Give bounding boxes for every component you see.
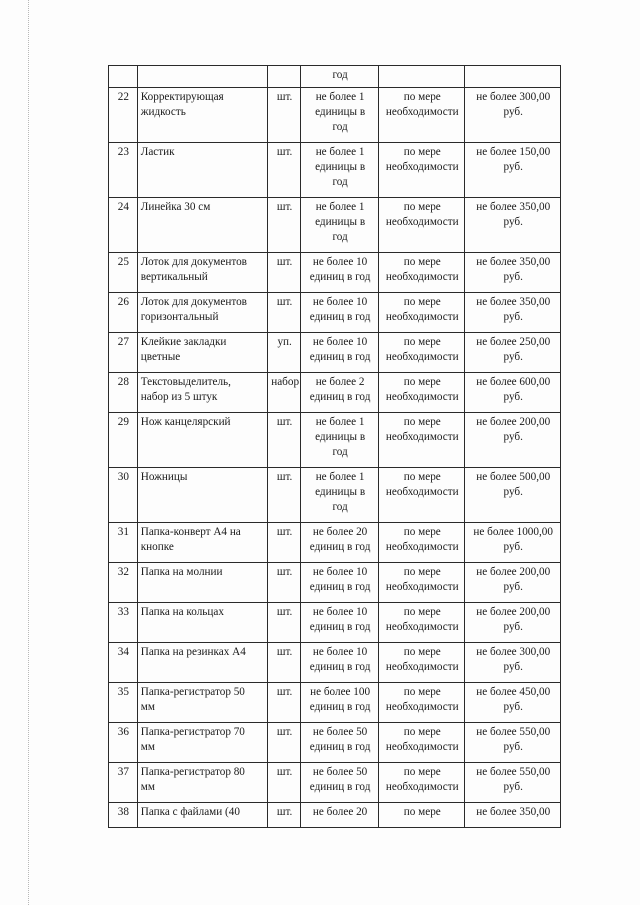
item-quantity bbox=[301, 198, 379, 253]
item-quantity-text: не более 1 единицы в год bbox=[315, 471, 366, 513]
row-number-text: 31 bbox=[117, 526, 129, 538]
item-quantity-text: не более 10 единиц в год bbox=[309, 336, 371, 363]
item-unit bbox=[268, 253, 301, 293]
item-frequency-text: по мере bbox=[403, 806, 441, 818]
item-frequency bbox=[379, 468, 465, 523]
item-unit-text: шт. bbox=[276, 91, 293, 103]
item-price-text: не более 300,00 руб. bbox=[476, 646, 551, 673]
table-row bbox=[109, 413, 561, 468]
item-price-text: не более 350,00 bbox=[476, 806, 551, 818]
row-number bbox=[109, 468, 138, 523]
item-frequency-text: по мере необходимости bbox=[385, 91, 459, 118]
item-name-text: Корректирующая жидкость bbox=[140, 91, 224, 118]
item-frequency-text: по мере необходимости bbox=[385, 336, 459, 363]
item-unit bbox=[268, 143, 301, 198]
item-quantity bbox=[301, 468, 379, 523]
item-price bbox=[465, 763, 561, 803]
item-quantity-text: не более 10 единиц в год bbox=[309, 646, 371, 673]
item-unit bbox=[268, 683, 301, 723]
item-frequency bbox=[379, 643, 465, 683]
item-name bbox=[137, 333, 267, 373]
table-row bbox=[109, 523, 561, 563]
item-name-text: Текстовыделитель, набор из 5 штук bbox=[140, 376, 231, 403]
item-quantity bbox=[301, 143, 379, 198]
table-row bbox=[109, 683, 561, 723]
row-number-text: 28 bbox=[117, 376, 129, 388]
row-number-text: 33 bbox=[117, 606, 129, 618]
item-unit bbox=[268, 468, 301, 523]
item-quantity bbox=[301, 563, 379, 603]
table-row bbox=[109, 803, 561, 828]
item-price bbox=[465, 66, 561, 88]
item-frequency-text: по мере необходимости bbox=[385, 146, 459, 173]
row-number bbox=[109, 198, 138, 253]
row-number-text: 26 bbox=[117, 296, 129, 308]
item-price-text: не более 250,00 руб. bbox=[476, 336, 551, 363]
item-unit-text: шт. bbox=[276, 566, 293, 578]
row-number-text: 35 bbox=[117, 686, 129, 698]
item-quantity bbox=[301, 413, 379, 468]
table-row-continuation bbox=[109, 66, 561, 88]
item-unit bbox=[268, 88, 301, 143]
item-price-text: не более 350,00 руб. bbox=[476, 256, 551, 283]
item-quantity bbox=[301, 643, 379, 683]
row-number-text: 25 bbox=[117, 256, 129, 268]
row-number bbox=[109, 66, 138, 88]
item-unit-text: шт. bbox=[276, 726, 293, 738]
item-quantity bbox=[301, 373, 379, 413]
item-frequency bbox=[379, 198, 465, 253]
item-name bbox=[137, 253, 267, 293]
item-price bbox=[465, 643, 561, 683]
item-quantity-text: не более 20 единиц в год bbox=[309, 526, 371, 553]
item-frequency-text: по мере необходимости bbox=[385, 566, 459, 593]
item-frequency bbox=[379, 683, 465, 723]
item-name-text: Лоток для документов вертикальный bbox=[140, 256, 247, 283]
item-quantity bbox=[301, 763, 379, 803]
table-row bbox=[109, 373, 561, 413]
item-price-text: не более 350,00 руб. bbox=[476, 201, 551, 228]
item-name bbox=[137, 198, 267, 253]
item-unit-text: набор bbox=[271, 376, 300, 388]
item-unit bbox=[268, 198, 301, 253]
item-name bbox=[137, 763, 267, 803]
item-name bbox=[137, 143, 267, 198]
item-price-text: не более 450,00 руб. bbox=[476, 686, 551, 713]
item-name-text: Ножницы bbox=[140, 471, 188, 483]
row-number bbox=[109, 803, 138, 828]
item-name bbox=[137, 643, 267, 683]
item-unit-text: шт. bbox=[276, 471, 293, 483]
item-quantity bbox=[301, 66, 379, 88]
item-unit bbox=[268, 373, 301, 413]
item-quantity-text: не более 1 единицы в год bbox=[315, 201, 366, 243]
item-quantity-text: не более 10 единиц в год bbox=[309, 296, 371, 323]
table-row bbox=[109, 643, 561, 683]
row-number-text: 30 bbox=[117, 471, 129, 483]
item-frequency-text: по мере необходимости bbox=[385, 646, 459, 673]
item-quantity-text: не более 1 единицы в год bbox=[315, 91, 366, 133]
item-frequency bbox=[379, 603, 465, 643]
item-frequency bbox=[379, 803, 465, 828]
table-row bbox=[109, 88, 561, 143]
item-quantity-text: не более 20 bbox=[312, 806, 368, 818]
item-price bbox=[465, 563, 561, 603]
row-number bbox=[109, 253, 138, 293]
item-name-text: Папка с файлами (40 bbox=[140, 806, 240, 818]
item-price-text: не более 200,00 руб. bbox=[476, 566, 551, 593]
item-price bbox=[465, 373, 561, 413]
item-frequency-text: по мере необходимости bbox=[385, 686, 459, 713]
item-name-text: Папка на молнии bbox=[140, 566, 223, 578]
item-name bbox=[137, 293, 267, 333]
row-number-text: 22 bbox=[117, 91, 129, 103]
item-name bbox=[137, 88, 267, 143]
item-price-text: не более 150,00 руб. bbox=[476, 146, 551, 173]
item-unit-text: шт. bbox=[276, 256, 293, 268]
item-price bbox=[465, 603, 561, 643]
item-unit-text: шт. bbox=[276, 686, 293, 698]
item-unit bbox=[268, 603, 301, 643]
supplies-table bbox=[108, 65, 561, 828]
item-frequency-text: по мере необходимости bbox=[385, 296, 459, 323]
item-name bbox=[137, 468, 267, 523]
row-number bbox=[109, 643, 138, 683]
table-row bbox=[109, 253, 561, 293]
table-row bbox=[109, 763, 561, 803]
item-frequency bbox=[379, 293, 465, 333]
item-unit-text: шт. bbox=[276, 766, 293, 778]
item-frequency bbox=[379, 763, 465, 803]
item-quantity bbox=[301, 523, 379, 563]
item-frequency bbox=[379, 373, 465, 413]
item-unit bbox=[268, 643, 301, 683]
item-unit-text: шт. bbox=[276, 201, 293, 213]
item-name bbox=[137, 523, 267, 563]
item-name-text: Лоток для документов горизонтальный bbox=[140, 296, 247, 323]
row-number-text: 34 bbox=[117, 646, 129, 658]
item-price bbox=[465, 523, 561, 563]
item-name bbox=[137, 683, 267, 723]
item-frequency bbox=[379, 523, 465, 563]
item-quantity bbox=[301, 723, 379, 763]
item-quantity bbox=[301, 803, 379, 828]
scan-margin-line bbox=[28, 0, 30, 905]
row-number bbox=[109, 763, 138, 803]
item-quantity-text: не более 10 единиц в год bbox=[309, 566, 371, 593]
table-row bbox=[109, 333, 561, 373]
item-name-text: Папка на кольцах bbox=[140, 606, 224, 618]
item-name-text: Нож канцелярский bbox=[140, 416, 231, 428]
row-number bbox=[109, 413, 138, 468]
row-number bbox=[109, 373, 138, 413]
item-price-text: не более 500,00 руб. bbox=[476, 471, 551, 498]
item-quantity-text: не более 50 единиц в год bbox=[309, 766, 371, 793]
item-name bbox=[137, 66, 267, 88]
item-price-text: не более 350,00 руб. bbox=[476, 296, 551, 323]
item-quantity-text: не более 10 единиц в год bbox=[309, 256, 371, 283]
item-name-text: Папка-регистратор 50 мм bbox=[140, 686, 245, 713]
item-name bbox=[137, 413, 267, 468]
row-number-text: 37 bbox=[117, 766, 129, 778]
table-row bbox=[109, 563, 561, 603]
row-number-text: 36 bbox=[117, 726, 129, 738]
row-number-text: 32 bbox=[117, 566, 129, 578]
item-unit-text: шт. bbox=[276, 146, 293, 158]
row-number-text: 29 bbox=[117, 416, 129, 428]
item-frequency bbox=[379, 563, 465, 603]
item-name bbox=[137, 723, 267, 763]
item-quantity bbox=[301, 333, 379, 373]
item-unit bbox=[268, 563, 301, 603]
item-unit bbox=[268, 723, 301, 763]
item-name bbox=[137, 603, 267, 643]
item-price-text: не более 200,00 руб. bbox=[476, 416, 551, 443]
row-number bbox=[109, 563, 138, 603]
item-unit bbox=[268, 803, 301, 828]
item-price-text: не более 300,00 руб. bbox=[476, 91, 551, 118]
item-unit-text: шт. bbox=[276, 606, 293, 618]
item-unit bbox=[268, 763, 301, 803]
item-price bbox=[465, 468, 561, 523]
item-name-text: Ластик bbox=[140, 146, 175, 158]
item-frequency-text: по мере необходимости bbox=[385, 256, 459, 283]
item-price bbox=[465, 88, 561, 143]
item-unit bbox=[268, 523, 301, 563]
table-row bbox=[109, 603, 561, 643]
item-quantity-text: не более 1 единицы в год bbox=[315, 416, 366, 458]
item-unit-text: уп. bbox=[277, 336, 292, 348]
row-number bbox=[109, 293, 138, 333]
item-price bbox=[465, 198, 561, 253]
item-quantity bbox=[301, 293, 379, 333]
item-name-text: Клейкие закладки цветные bbox=[140, 336, 227, 363]
item-price bbox=[465, 293, 561, 333]
item-price-text: не более 200,00 руб. bbox=[476, 606, 551, 633]
item-unit bbox=[268, 413, 301, 468]
row-number bbox=[109, 683, 138, 723]
item-unit-text: шт. bbox=[276, 296, 293, 308]
item-quantity bbox=[301, 88, 379, 143]
item-frequency bbox=[379, 723, 465, 763]
item-quantity-text: не более 1 единицы в год bbox=[315, 146, 366, 188]
item-quantity bbox=[301, 253, 379, 293]
row-number bbox=[109, 523, 138, 563]
item-price bbox=[465, 253, 561, 293]
row-number bbox=[109, 88, 138, 143]
item-name-text: Папка-регистратор 80 мм bbox=[140, 766, 245, 793]
supplies-table-body bbox=[109, 66, 561, 828]
item-quantity-text: год bbox=[332, 69, 348, 81]
item-name bbox=[137, 563, 267, 603]
table-row bbox=[109, 723, 561, 763]
item-quantity-text: не более 50 единиц в год bbox=[309, 726, 371, 753]
item-frequency-text: по мере необходимости bbox=[385, 416, 459, 443]
item-unit bbox=[268, 66, 301, 88]
item-name-text: Папка-конверт А4 на кнопке bbox=[140, 526, 241, 553]
item-unit-text: шт. bbox=[276, 806, 293, 818]
item-quantity bbox=[301, 683, 379, 723]
row-number bbox=[109, 723, 138, 763]
item-name bbox=[137, 373, 267, 413]
row-number-text: 38 bbox=[117, 806, 129, 818]
item-frequency-text: по мере необходимости bbox=[385, 766, 459, 793]
item-unit-text: шт. bbox=[276, 526, 293, 538]
item-quantity bbox=[301, 603, 379, 643]
item-unit-text: шт. bbox=[276, 416, 293, 428]
item-frequency-text: по мере необходимости bbox=[385, 606, 459, 633]
item-name-text: Папка-регистратор 70 мм bbox=[140, 726, 245, 753]
row-number-text: 27 bbox=[117, 336, 129, 348]
item-price bbox=[465, 333, 561, 373]
item-name-text: Папка на резинках А4 bbox=[140, 646, 246, 658]
item-name bbox=[137, 803, 267, 828]
item-price-text: не более 550,00 руб. bbox=[476, 726, 551, 753]
row-number-text: 24 bbox=[117, 201, 129, 213]
item-price bbox=[465, 413, 561, 468]
item-frequency-text: по мере необходимости bbox=[385, 526, 459, 553]
item-price-text: не более 1000,00 руб. bbox=[473, 526, 553, 553]
item-price bbox=[465, 143, 561, 198]
item-price bbox=[465, 723, 561, 763]
item-frequency-text: по мере необходимости bbox=[385, 376, 459, 403]
item-frequency-text: по мере необходимости bbox=[385, 726, 459, 753]
item-frequency bbox=[379, 88, 465, 143]
item-unit bbox=[268, 293, 301, 333]
row-number-text: 23 bbox=[117, 146, 129, 158]
item-unit-text: шт. bbox=[276, 646, 293, 658]
item-price-text: не более 550,00 руб. bbox=[476, 766, 551, 793]
row-number bbox=[109, 143, 138, 198]
item-price-text: не более 600,00 руб. bbox=[476, 376, 551, 403]
item-quantity-text: не более 2 единиц в год bbox=[309, 376, 371, 403]
item-frequency-text: по мере необходимости bbox=[385, 471, 459, 498]
item-frequency bbox=[379, 143, 465, 198]
item-unit bbox=[268, 333, 301, 373]
item-frequency bbox=[379, 66, 465, 88]
item-price bbox=[465, 683, 561, 723]
item-name-text: Линейка 30 см bbox=[140, 201, 211, 213]
row-number bbox=[109, 333, 138, 373]
table-row bbox=[109, 143, 561, 198]
item-price bbox=[465, 803, 561, 828]
item-frequency-text: по мере необходимости bbox=[385, 201, 459, 228]
table-row bbox=[109, 468, 561, 523]
item-frequency bbox=[379, 413, 465, 468]
table-row bbox=[109, 293, 561, 333]
item-frequency bbox=[379, 253, 465, 293]
row-number bbox=[109, 603, 138, 643]
table-row bbox=[109, 198, 561, 253]
item-quantity-text: не более 10 единиц в год bbox=[309, 606, 371, 633]
item-frequency bbox=[379, 333, 465, 373]
item-quantity-text: не более 100 единиц в год bbox=[309, 686, 371, 713]
